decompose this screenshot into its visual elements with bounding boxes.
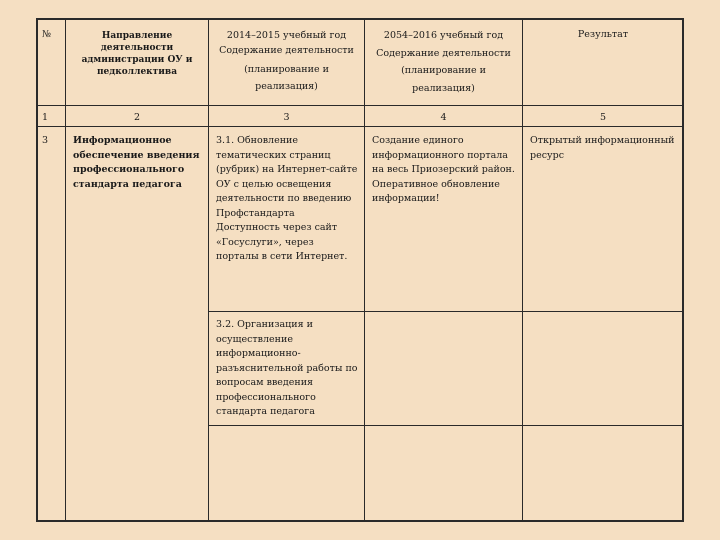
row-direction [69, 132, 207, 194]
row-item1-result [526, 132, 682, 165]
number-5-text: 5 [599, 112, 607, 123]
header-year2 [365, 25, 522, 99]
header-year1-note: (планирование и реализация) [244, 63, 329, 92]
header-result-text: Результат [577, 29, 629, 40]
row-direction-text: Информационное обеспечение введения профессионального стандарта педагога [73, 135, 200, 190]
row-item1-text: 3.1. Обновление тематических страниц (рубрик) на Интернет-сайте ОУ с целью освещения деятельности по введению Профстандарта Доступность через сайт «Госуслуги», через порталы в сети Интернет. [216, 135, 358, 262]
column-divider [522, 20, 523, 520]
header-year2-subtitle: Содержание деятельности [376, 47, 511, 59]
header-result [523, 26, 683, 45]
column-divider [65, 20, 66, 520]
number-2-text: 2 [133, 112, 141, 123]
row-divider [208, 311, 682, 312]
header-year2-title: 2054–2016 учебный год [383, 30, 504, 41]
number-5 [523, 109, 683, 128]
row-item1-year2-text: Создание единого информационного портала на весь Приозерский район. Оперативное обновление информации! [372, 135, 515, 204]
row-divider [208, 425, 682, 426]
row-item1-year2 [368, 132, 521, 209]
number-2 [66, 109, 208, 128]
number-3 [209, 109, 364, 128]
row-number [38, 132, 65, 151]
header-direction [66, 28, 208, 80]
header-number-text: № [42, 29, 51, 40]
row-item2-text: 3.2. Организация и осуществление информационно-разъяснительной работы по вопросам введения профессионального стандарта педагога [216, 319, 358, 417]
number-1 [38, 109, 65, 128]
header-year1-title: 2014–2015 учебный год [226, 30, 347, 41]
header-year1-subtitle: Содержание деятельности [219, 44, 354, 56]
row-divider [38, 105, 682, 106]
number-1-text: 1 [42, 112, 49, 123]
header-number [38, 26, 65, 45]
row-item1 [212, 132, 362, 267]
header-year1 [209, 25, 364, 98]
row-item1-result-text: Открытый информационный ресурс [530, 135, 675, 161]
document-table [36, 18, 684, 522]
row-item2 [212, 316, 362, 422]
number-4 [365, 109, 522, 128]
row-number-text: 3 [42, 135, 49, 146]
header-direction-text: Направление деятельности администрации ОУ и педколлектива [81, 31, 193, 77]
number-3-text: 3 [283, 112, 290, 123]
number-4-text: 4 [440, 112, 447, 123]
header-year2-note: (планирование и реализация) [401, 65, 486, 94]
